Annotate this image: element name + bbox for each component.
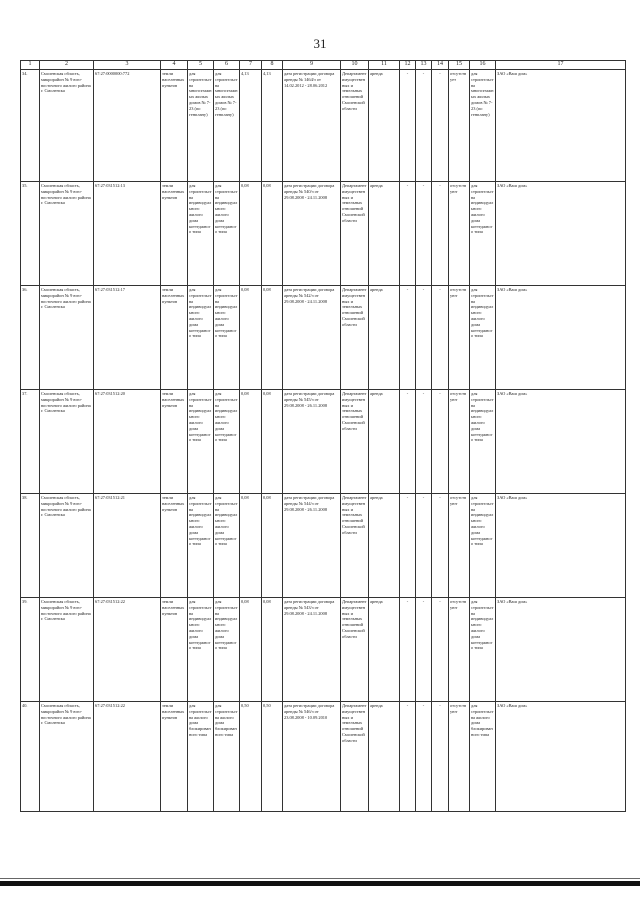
right-type: аренда (369, 389, 400, 493)
col-header: 15 (449, 61, 470, 70)
registration: дата регистрации договора аренды № 545/з от 29.08.2008 - 26.11.2008 (283, 389, 341, 493)
empty-cell: - (416, 701, 432, 811)
purpose: для строительства жилого дома блокированного типа (470, 701, 496, 811)
actual-use: для строительства индивидуального жилого дома коттеджного типа (214, 181, 240, 285)
row-number: 37. (21, 389, 40, 493)
actual-use: для строительства индивидуального жилого дома коттеджного типа (214, 285, 240, 389)
area-2: 0,50 (262, 701, 283, 811)
area: 0,08 (240, 493, 262, 597)
col-header: 6 (214, 61, 240, 70)
owner: ЗАО «Ваш дом» (496, 69, 626, 181)
col-header: 17 (496, 61, 626, 70)
permitted-use: для строительства многоэтажных жилых домов № 7-23 (по генплану) (188, 69, 214, 181)
right-type: аренда (369, 701, 400, 811)
col-header: 3 (94, 61, 161, 70)
purpose: для строительства индивидуального жилого дома коттеджного типа (470, 285, 496, 389)
col-header: 2 (40, 61, 94, 70)
cadastral-number: 67:27:031512:22 (94, 701, 161, 811)
permitted-use: для строительства жилого дома блокированного типа (188, 701, 214, 811)
area: 0,08 (240, 285, 262, 389)
address: Смоленская область, микрорайон № 9 юго-восточного жилого района г. Смоленска (40, 69, 94, 181)
registration: дата регистрации договора аренды № 1464/з от 14.02.2012 - 28.06.2012 (283, 69, 341, 181)
right-type: аренда (369, 597, 400, 701)
row-number: 40. (21, 701, 40, 811)
col-header: 1 (21, 61, 40, 70)
address: Смоленская область, микрорайон № 9 юго-восточного жилого района г. Смоленска (40, 597, 94, 701)
authority: Департамент имущественных и земельных отношений Смоленской области (341, 493, 369, 597)
empty-cell: - (416, 389, 432, 493)
land-category: земли населенных пунктов (161, 493, 188, 597)
empty-cell: - (416, 493, 432, 597)
empty-cell: - (400, 69, 416, 181)
empty-cell: - (432, 181, 449, 285)
permitted-use: для строительства индивидуального жилого дома коттеджного типа (188, 597, 214, 701)
col-header: 7 (240, 61, 262, 70)
area-2: 0,08 (262, 389, 283, 493)
owner: ЗАО «Ваш дом» (496, 597, 626, 701)
row-number: 34. (21, 69, 40, 181)
area: 4,13 (240, 69, 262, 181)
cadastral-number: 67:27:031512:20 (94, 389, 161, 493)
authority: Департамент имущественных и земельных отношений Смоленской области (341, 701, 369, 811)
address: Смоленская область, микрорайон № 9 юго-восточного жилого района г. Смоленска (40, 493, 94, 597)
land-register-table (20, 60, 626, 812)
area: 0,08 (240, 389, 262, 493)
empty-cell: - (416, 597, 432, 701)
col-header: 16 (470, 61, 496, 70)
page-number: 31 (313, 36, 327, 51)
empty-cell: - (432, 285, 449, 389)
column-number-row (21, 61, 626, 70)
permitted-use: для строительства индивидуального жилого дома коттеджного типа (188, 285, 214, 389)
cadastral-number: 67:27:031512:22 (94, 597, 161, 701)
empty-cell: - (432, 389, 449, 493)
table-row (21, 597, 626, 701)
area-2: 0,08 (262, 181, 283, 285)
row-number: 36. (21, 285, 40, 389)
table-row (21, 389, 626, 493)
col-header: 10 (341, 61, 369, 70)
purpose: для строительства индивидуального жилого дома коттеджного типа (470, 597, 496, 701)
authority: Департамент имущественных и земельных отношений Смоленской области (341, 69, 369, 181)
land-category: земли населенных пунктов (161, 69, 188, 181)
encumbrance: отсутствуют (449, 493, 470, 597)
col-header: 12 (400, 61, 416, 70)
purpose: для строительства индивидуального жилого дома коттеджного типа (470, 389, 496, 493)
empty-cell: - (432, 493, 449, 597)
registration: дата регистрации договора аренды № 540/з от 29.08.2008 - 24.11.2008 (283, 181, 341, 285)
actual-use: для строительства индивидуального жилого дома коттеджного типа (214, 389, 240, 493)
empty-cell: - (432, 69, 449, 181)
right-type: аренда (369, 493, 400, 597)
empty-cell: - (416, 285, 432, 389)
area-2: 4,13 (262, 69, 283, 181)
cadastral-number: 67:27:031512:21 (94, 493, 161, 597)
registration: дата регистрации договора аренды № 543/з от 29.08.2008 - 24.11.2008 (283, 597, 341, 701)
land-category: земли населенных пунктов (161, 285, 188, 389)
registration: дата регистрации договора аренды № 542/з от 29.08.2008 - 24.11.2008 (283, 285, 341, 389)
row-number: 39. (21, 597, 40, 701)
area: 0,08 (240, 597, 262, 701)
col-header: 13 (416, 61, 432, 70)
row-number: 38. (21, 493, 40, 597)
register-table-container (20, 60, 625, 812)
right-type: аренда (369, 181, 400, 285)
owner: ЗАО «Ваш дом» (496, 493, 626, 597)
col-header: 5 (188, 61, 214, 70)
table-row (21, 69, 626, 181)
encumbrance: отсутствуют (449, 701, 470, 811)
empty-cell: - (400, 389, 416, 493)
empty-cell: - (400, 701, 416, 811)
empty-cell: - (400, 597, 416, 701)
row-number: 35. (21, 181, 40, 285)
table-body (21, 69, 626, 811)
encumbrance: отсутствуют (449, 285, 470, 389)
col-header: 8 (262, 61, 283, 70)
cadastral-number: 67:27:031512:13 (94, 181, 161, 285)
empty-cell: - (400, 285, 416, 389)
table-row (21, 493, 626, 597)
table-row (21, 285, 626, 389)
area-2: 0,08 (262, 493, 283, 597)
authority: Департамент имущественных и земельных отношений Смоленской области (341, 389, 369, 493)
right-type: аренда (369, 285, 400, 389)
area-2: 0,08 (262, 597, 283, 701)
empty-cell: - (416, 181, 432, 285)
land-category: земли населенных пунктов (161, 597, 188, 701)
table-row (21, 701, 626, 811)
encumbrance: отсутствуют (449, 181, 470, 285)
col-header: 11 (369, 61, 400, 70)
land-category: земли населенных пунктов (161, 181, 188, 285)
owner: ЗАО «Ваш дом» (496, 285, 626, 389)
owner: ЗАО «Ваш дом» (496, 389, 626, 493)
registration: дата регистрации договора аренды № 546/з от 23.08.2008 - 10.09.2010 (283, 701, 341, 811)
actual-use: для строительства индивидуального жилого дома коттеджного типа (214, 493, 240, 597)
address: Смоленская область, микрорайон № 9 юго-восточного жилого района г. Смоленска (40, 285, 94, 389)
empty-cell: - (432, 701, 449, 811)
land-category: земли населенных пунктов (161, 389, 188, 493)
encumbrance: отсутствует (449, 69, 470, 181)
address: Смоленская область, микрорайон № 9 юго-восточного жилого района г. Смоленска (40, 701, 94, 811)
area-2: 0,08 (262, 285, 283, 389)
actual-use: для строительства жилого дома блокированного типа (214, 701, 240, 811)
scan-edge-line (0, 878, 640, 879)
address: Смоленская область, микрорайон № 9 юго-восточного жилого района г. Смоленска (40, 389, 94, 493)
permitted-use: для строительства индивидуального жилого дома коттеджного типа (188, 181, 214, 285)
col-header: 9 (283, 61, 341, 70)
land-category: земли населенных пунктов (161, 701, 188, 811)
encumbrance: отсутствуют (449, 597, 470, 701)
area: 0,08 (240, 181, 262, 285)
encumbrance: отсутствуют (449, 389, 470, 493)
registration: дата регистрации договора аренды № 544/з от 29.08.2008 - 26.11.2008 (283, 493, 341, 597)
authority: Департамент имущественных и земельных отношений Смоленской области (341, 285, 369, 389)
table-row (21, 181, 626, 285)
permitted-use: для строительства индивидуального жилого дома коттеджного типа (188, 389, 214, 493)
owner: ЗАО «Ваш дом» (496, 181, 626, 285)
empty-cell: - (432, 597, 449, 701)
right-type: аренда (369, 69, 400, 181)
cadastral-number: 67:27:031512:17 (94, 285, 161, 389)
empty-cell: - (416, 69, 432, 181)
actual-use: для строительства многоэтажных жилых домов № 7-23 (по генплану) (214, 69, 240, 181)
purpose: для строительства индивидуального жилого дома коттеджного типа (470, 493, 496, 597)
authority: Департамент имущественных и земельных отношений Смоленской области (341, 181, 369, 285)
empty-cell: - (400, 493, 416, 597)
cadastral-number: 67:27:0000000:772 (94, 69, 161, 181)
authority: Департамент имущественных и земельных отношений Смоленской области (341, 597, 369, 701)
purpose: для строительства индивидуального жилого дома коттеджного типа (470, 181, 496, 285)
col-header: 14 (432, 61, 449, 70)
empty-cell: - (400, 181, 416, 285)
owner: ЗАО «Ваш дом» (496, 701, 626, 811)
address: Смоленская область, микрорайон № 9 юго-восточного жилого района г. Смоленска (40, 181, 94, 285)
purpose: для строительства многоэтажных жилых домов № 7-23 (по генплану) (470, 69, 496, 181)
actual-use: для строительства индивидуального жилого дома коттеджного типа (214, 597, 240, 701)
area: 0,50 (240, 701, 262, 811)
scan-edge-bar (0, 881, 640, 886)
permitted-use: для строительства индивидуального жилого дома коттеджного типа (188, 493, 214, 597)
col-header: 4 (161, 61, 188, 70)
table-header (21, 61, 626, 70)
